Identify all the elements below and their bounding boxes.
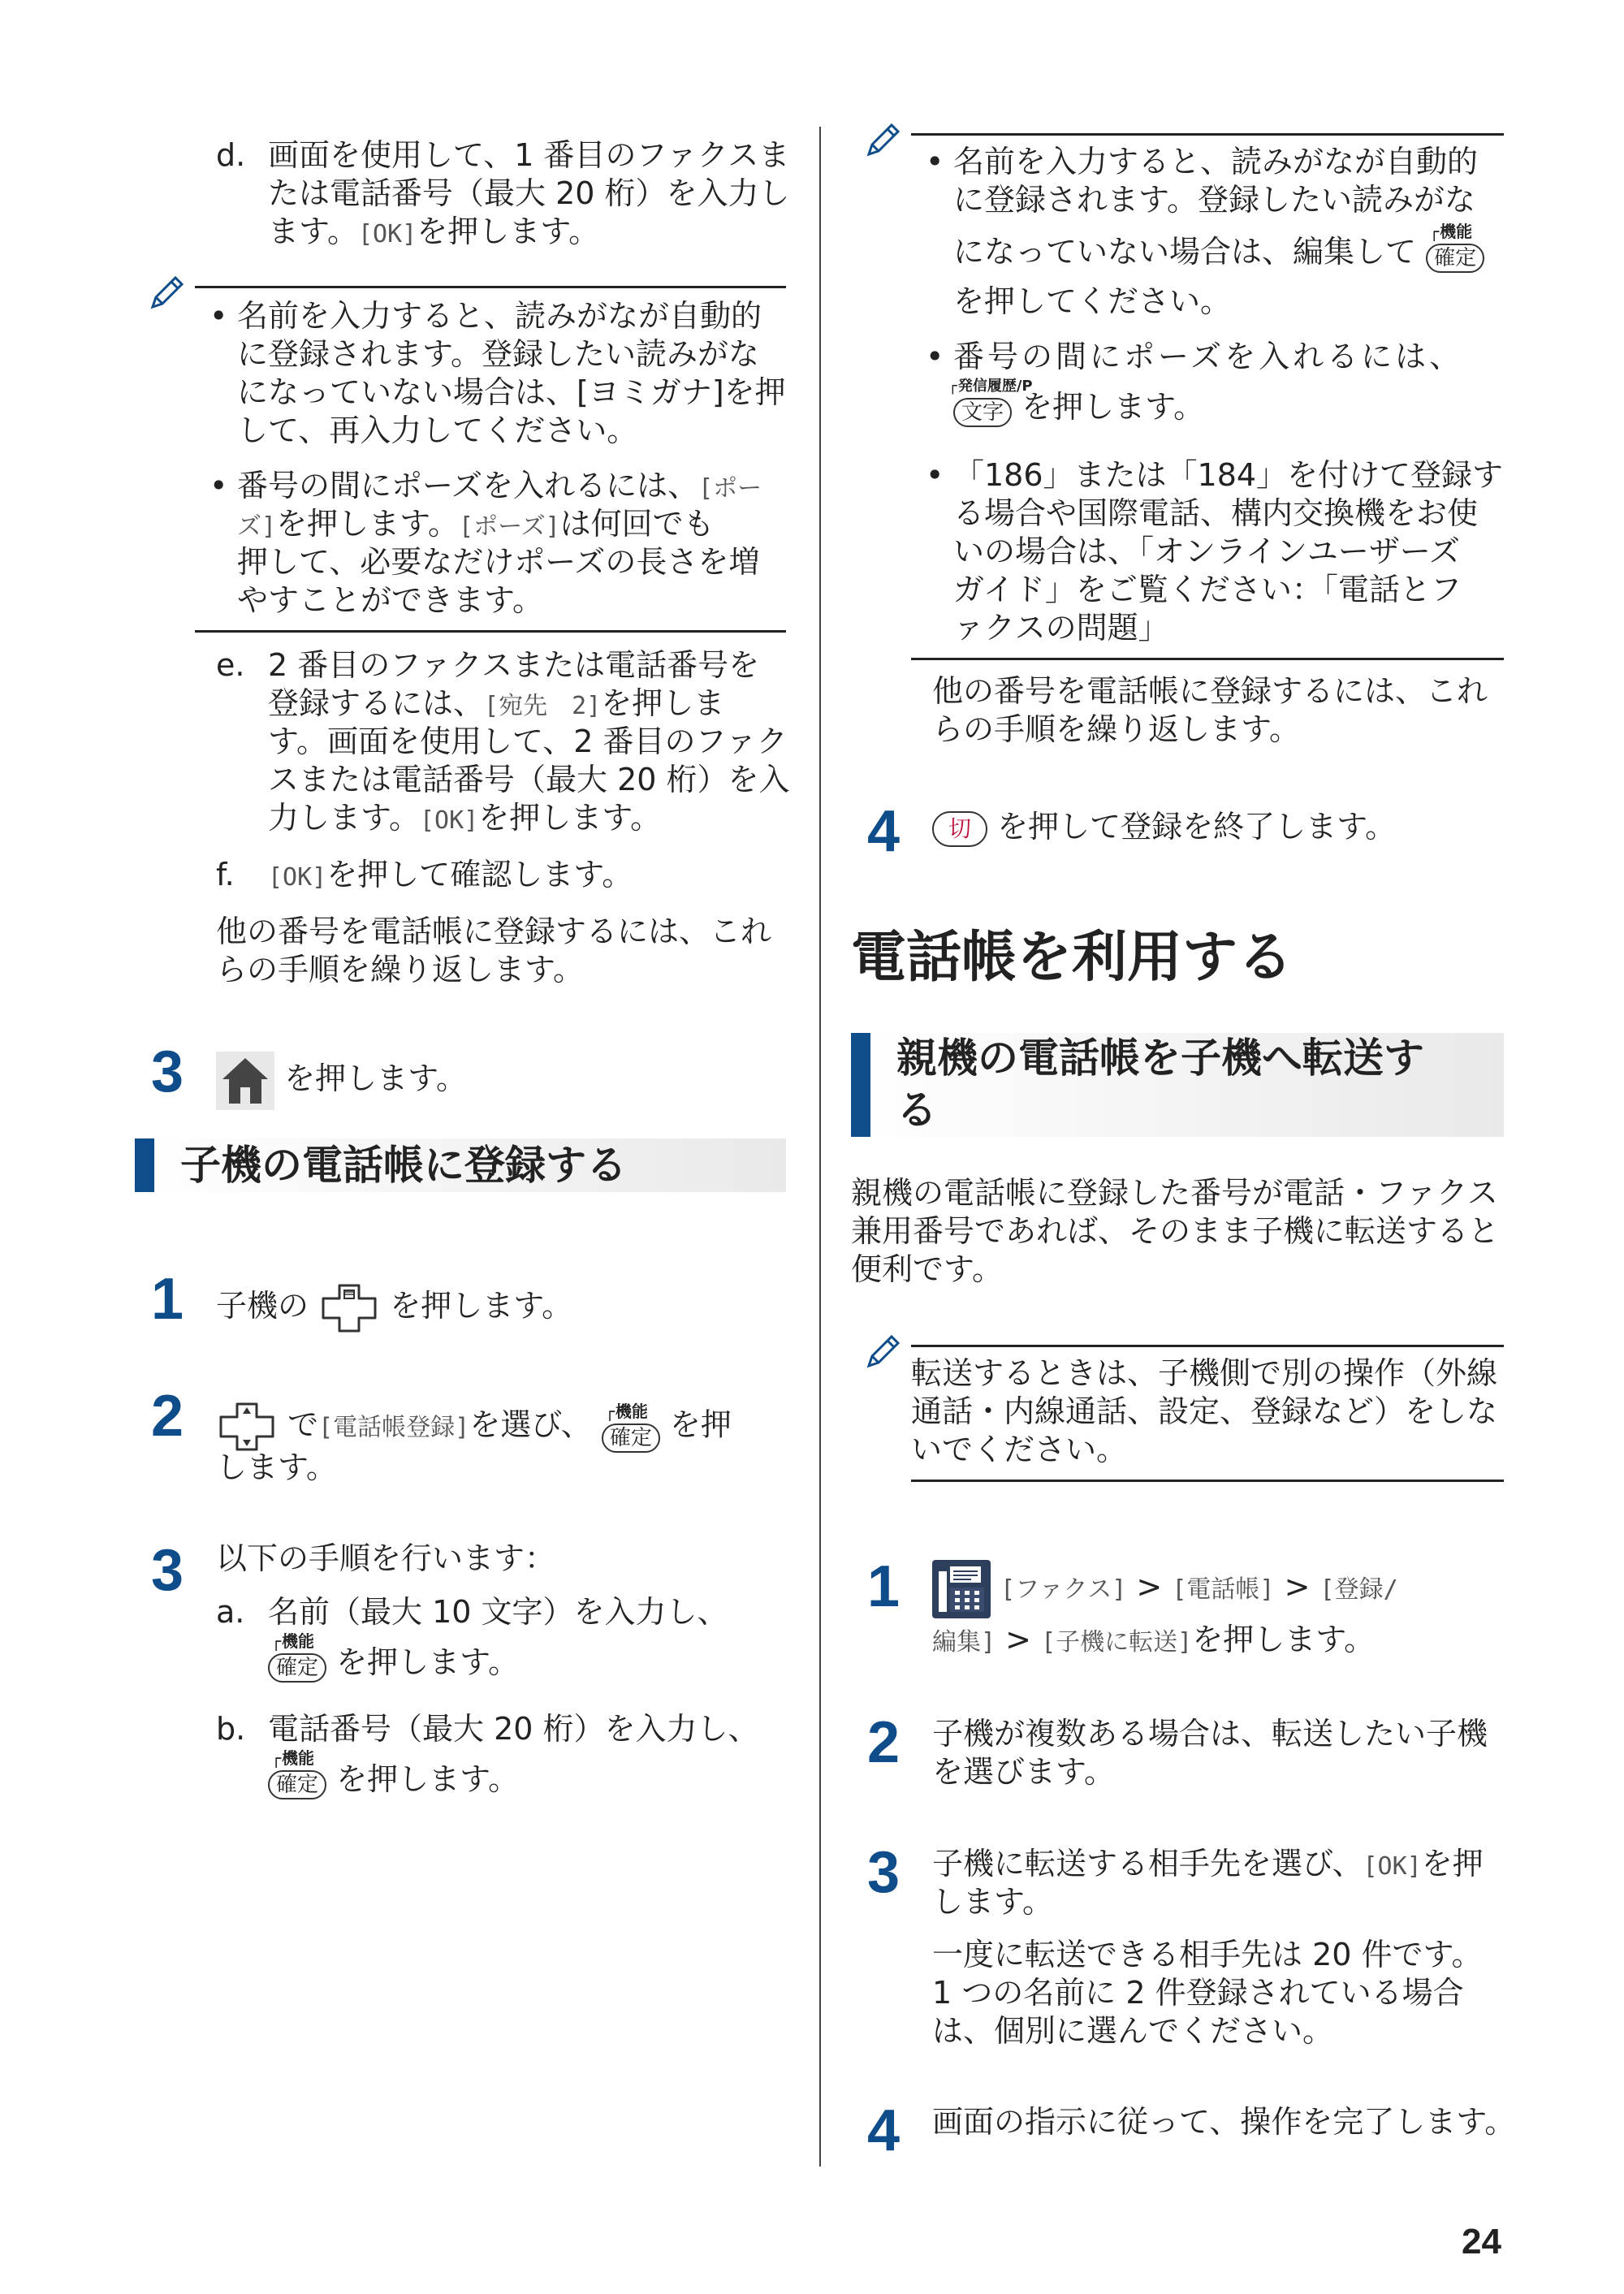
s3-text: 以下の手順を行います： bbox=[216, 1540, 556, 1576]
step-e-line5 bbox=[268, 799, 661, 840]
step-number: 2 bbox=[151, 1384, 184, 1449]
note3-line3: いでください。 bbox=[911, 1432, 1128, 1467]
note1-b2-mid: を押します。 bbox=[276, 506, 460, 542]
s3b-letter: b. bbox=[216, 1711, 246, 1747]
kakutei-key-icon bbox=[268, 1631, 326, 1683]
step-number: 4 bbox=[867, 799, 901, 864]
step-e-line1: 2 番目のファクスまたは電話番号を bbox=[268, 647, 760, 683]
note2-b1-l3-text: になっていない場合は、編集して bbox=[953, 234, 1417, 270]
pause-key-a: [ポー bbox=[698, 474, 762, 503]
r4-text: 画面の指示に従って、操作を完了します。 bbox=[932, 2104, 1516, 2140]
note1-top-rule bbox=[195, 286, 786, 288]
end-key-icon: 切 bbox=[932, 811, 987, 847]
r1-gt1: > bbox=[1136, 1569, 1163, 1605]
r3-extra1: 一度に転送できる相手先は 20 件です。 bbox=[932, 1937, 1483, 1972]
note1-bullet2-line1 bbox=[237, 467, 762, 508]
kakutei-label: 確定 bbox=[1426, 244, 1484, 273]
step-e-line2 bbox=[268, 685, 724, 725]
step-number: 1 bbox=[151, 1267, 184, 1332]
r3-extra3: は、個別に選んでください。 bbox=[932, 2013, 1334, 2049]
section-title: 子機の電話帳に登録する bbox=[180, 1142, 627, 1189]
s2-mid: を選び、 bbox=[469, 1406, 592, 1443]
note2-bullet3-line3: いの場合は、「オンラインユーザーズ bbox=[953, 534, 1460, 569]
note2-bullet3-line2: る場合や国際電話、構内交換機をお使 bbox=[953, 495, 1479, 531]
ok-key-label: [OK] bbox=[419, 806, 479, 835]
ok-key-label: [OK] bbox=[1363, 1852, 1422, 1881]
note1-bullet1-line4: して、再入力してください。 bbox=[237, 413, 638, 448]
subsection-title-line2: る bbox=[896, 1087, 937, 1134]
s1-pre: 子機の bbox=[216, 1288, 309, 1324]
s2-pre: で bbox=[287, 1406, 319, 1443]
s3b-line2-text: を押します。 bbox=[336, 1761, 520, 1797]
step4-line bbox=[932, 802, 1396, 851]
kakutei-label: 確定 bbox=[268, 1770, 326, 1799]
s1-post: を押します。 bbox=[390, 1288, 573, 1324]
step-e-line5-pre: 力します。 bbox=[268, 800, 420, 836]
fax-icon bbox=[932, 1560, 991, 1618]
kino-label: ┌ 機能 bbox=[605, 1385, 648, 1437]
step-e-line2-post: を押しま bbox=[601, 685, 725, 721]
step-number: 4 bbox=[867, 2098, 901, 2163]
pencil-note-icon bbox=[862, 1332, 903, 1372]
note3-line2: 通話・内線通話、設定、登録など）をしな bbox=[911, 1393, 1498, 1429]
note1-bottom-rule bbox=[195, 630, 786, 633]
kakutei-key-icon bbox=[602, 1402, 660, 1460]
page-heading: 電話帳を利用する bbox=[851, 926, 1294, 990]
step-number: 3 bbox=[867, 1840, 901, 1905]
step-e-line3: す。画面を使用して、2 番目のファク bbox=[268, 724, 788, 759]
step-d-letter: d. bbox=[216, 137, 246, 173]
note2-bullet1-line3 bbox=[953, 221, 1484, 274]
step-f-letter: f. bbox=[216, 857, 235, 892]
step-e-line2-pre: 登録するには、 bbox=[268, 685, 485, 721]
note2-bullet3-line5: ァクスの問題」 bbox=[953, 610, 1169, 646]
r3-line1-pre: 子機に転送する相手先を選び、 bbox=[932, 1846, 1363, 1881]
note3-bottom-rule bbox=[911, 1480, 1504, 1482]
note1-bullet2-line4: やすことができます。 bbox=[237, 582, 543, 618]
r2-line1: 子機が複数ある場合は、転送したい子機 bbox=[932, 1716, 1488, 1752]
home-icon bbox=[216, 1052, 274, 1110]
hasshin-label: ┌ 発信履歴/P bbox=[948, 367, 1033, 405]
kakutei-key-icon bbox=[1426, 221, 1484, 274]
pause-key-b: ズ] bbox=[237, 512, 277, 541]
s2-post: を押 bbox=[669, 1406, 732, 1443]
s3b-line1: 電話番号（最大 20 桁）を入力し、 bbox=[268, 1711, 759, 1747]
ok-key-label: [OK] bbox=[268, 863, 327, 892]
fax-key: [ファクス] bbox=[1000, 1575, 1127, 1604]
step3-home-text: を押します。 bbox=[284, 1061, 468, 1096]
step-d-line3 bbox=[268, 213, 599, 253]
step-d-line1: 画面を使用して、1 番目のファクスま bbox=[268, 137, 790, 173]
note2-bullet2-line1: • 番号の間にポーズを入れるには、 bbox=[953, 338, 1463, 376]
right-repeat-line1: 他の番号を電話帳に登録するには、これ bbox=[932, 673, 1488, 709]
r3-line1 bbox=[932, 1845, 1484, 1886]
note1-b2-pre: 番号の間にポーズを入れるには、 bbox=[237, 468, 699, 503]
step-number: 1 bbox=[867, 1554, 901, 1619]
r1-gt3: > bbox=[1005, 1622, 1031, 1657]
register-edit-key-b: 編集] bbox=[932, 1628, 996, 1657]
note2-bullet1-line1: • 名前を入力すると、読みがなが自動的 bbox=[953, 143, 1478, 181]
intro-line3: 便利です。 bbox=[851, 1251, 1003, 1287]
step-d-line2: たは電話番号（最大 20 桁）を入力し bbox=[268, 175, 790, 211]
right-repeat-line2: らの手順を繰り返します。 bbox=[932, 711, 1300, 747]
note1-bullet1-line3: になっていない場合は、[ヨミガナ]を押 bbox=[237, 374, 786, 410]
s3b-line2 bbox=[268, 1748, 520, 1800]
moji-key-icon bbox=[953, 378, 1033, 428]
left-repeat-line2: らの手順を繰り返します。 bbox=[216, 952, 584, 987]
note2-top-rule bbox=[911, 133, 1504, 136]
intro-line1: 親機の電話帳に登録した番号が電話・ファクス bbox=[851, 1175, 1498, 1211]
s3a-line1: 名前（最大 10 文字）を入力し、 bbox=[268, 1594, 728, 1630]
note1-bullet2-line2 bbox=[237, 505, 715, 546]
note2-bullet1-line2: に登録されます。登録したい読みがな bbox=[953, 182, 1475, 218]
kakutei-label: 確定 bbox=[602, 1423, 660, 1453]
note1-b2-post: は何回でも bbox=[559, 506, 715, 542]
note2-bullet2-line2 bbox=[953, 378, 1205, 428]
note2-b2-l2-text: を押します。 bbox=[1021, 389, 1205, 425]
pencil-note-icon bbox=[862, 120, 903, 161]
moji-label: 文字 bbox=[953, 398, 1012, 427]
s3a-line2-text: を押します。 bbox=[336, 1644, 520, 1680]
step-d-line3-post: を押します。 bbox=[417, 214, 600, 249]
note1-bullet1-line1: • 名前を入力すると、読みがなが自動的 bbox=[237, 297, 762, 335]
section-header-mark bbox=[135, 1138, 154, 1192]
s2-line2: します。 bbox=[216, 1449, 337, 1485]
intro-line2: 兼用番号であれば、そのまま子機に転送すると bbox=[851, 1213, 1500, 1249]
kakutei-label: 確定 bbox=[268, 1653, 326, 1683]
transfer-to-handset-key: [子機に転送] bbox=[1041, 1628, 1193, 1657]
r3-extra2: 1 つの名前に 2 件登録されている場合 bbox=[932, 1975, 1464, 2011]
r2-line2: を選びます。 bbox=[932, 1754, 1115, 1790]
step4-text: を押して登録を終了します。 bbox=[997, 809, 1397, 845]
subsection-header-mark bbox=[851, 1033, 870, 1137]
s3a-line2 bbox=[268, 1631, 520, 1683]
note1-bullet2-line3: 押して、必要なだけポーズの長さを増 bbox=[237, 544, 760, 580]
note2-bullet3-line4: ガイド」をご覧ください：「電話とフ bbox=[953, 572, 1462, 607]
column-divider bbox=[819, 127, 821, 2167]
dest2-key-label: [宛先 2] bbox=[484, 692, 602, 720]
kino-label: ┌ 機能 bbox=[1429, 212, 1472, 251]
r3-line1-post: を押 bbox=[1421, 1846, 1484, 1881]
r1-line2 bbox=[932, 1621, 1375, 1661]
step3-home-line bbox=[216, 1049, 467, 1110]
step-f-body: を押して確認します。 bbox=[326, 857, 633, 892]
note3-line1: 転送するときは、子機側で別の操作（外線 bbox=[911, 1355, 1498, 1391]
r1-line1 bbox=[932, 1557, 1398, 1619]
step-number: 3 bbox=[151, 1039, 184, 1104]
step-d-line3-pre: ます。 bbox=[268, 214, 358, 249]
r1-gt2: > bbox=[1284, 1569, 1311, 1605]
subsection-title-line1: 親機の電話帳を子機へ転送す bbox=[896, 1035, 1424, 1082]
s1-line bbox=[216, 1281, 572, 1334]
kino-label: ┌ 機能 bbox=[271, 1622, 314, 1661]
pause-key-c: [ポーズ] bbox=[459, 512, 560, 541]
step-f-text bbox=[268, 856, 633, 896]
pencil-note-icon bbox=[146, 273, 187, 313]
step-e-line5-post: を押します。 bbox=[478, 800, 662, 836]
step-number: 2 bbox=[867, 1710, 901, 1775]
page-number: 24 bbox=[1462, 2222, 1501, 2262]
s3a-letter: a. bbox=[216, 1594, 245, 1630]
handset-phonebook-icon bbox=[318, 1282, 380, 1334]
register-edit-key-a: [登録/ bbox=[1320, 1575, 1398, 1604]
step-e-line4: スまたは電話番号（最大 20 桁）を入 bbox=[268, 762, 790, 797]
note2-bottom-rule bbox=[911, 658, 1504, 660]
phonebook-register-key: [電話帳登録] bbox=[318, 1413, 470, 1442]
dpad-updown-icon bbox=[216, 1401, 278, 1453]
kino-label: ┌ 機能 bbox=[271, 1739, 314, 1778]
r1-post: を押します。 bbox=[1192, 1622, 1376, 1657]
note1-bullet1-line2: に登録されます。登録したい読みがな bbox=[237, 336, 759, 372]
step-number: 3 bbox=[151, 1538, 184, 1603]
note2-bullet1-line4: を押してください。 bbox=[953, 283, 1232, 319]
step-e-letter: e. bbox=[216, 647, 245, 683]
kakutei-key-icon bbox=[268, 1748, 326, 1800]
ok-key-label: [OK] bbox=[357, 220, 417, 248]
note3-top-rule bbox=[911, 1345, 1504, 1347]
r3-line2: します。 bbox=[932, 1884, 1053, 1920]
phonebook-key: [電話帳] bbox=[1172, 1575, 1275, 1604]
note2-bullet3-line1: • 「186」または「184」を付けて登録す bbox=[953, 456, 1503, 495]
left-repeat-line1: 他の番号を電話帳に登録するには、これ bbox=[216, 914, 772, 949]
